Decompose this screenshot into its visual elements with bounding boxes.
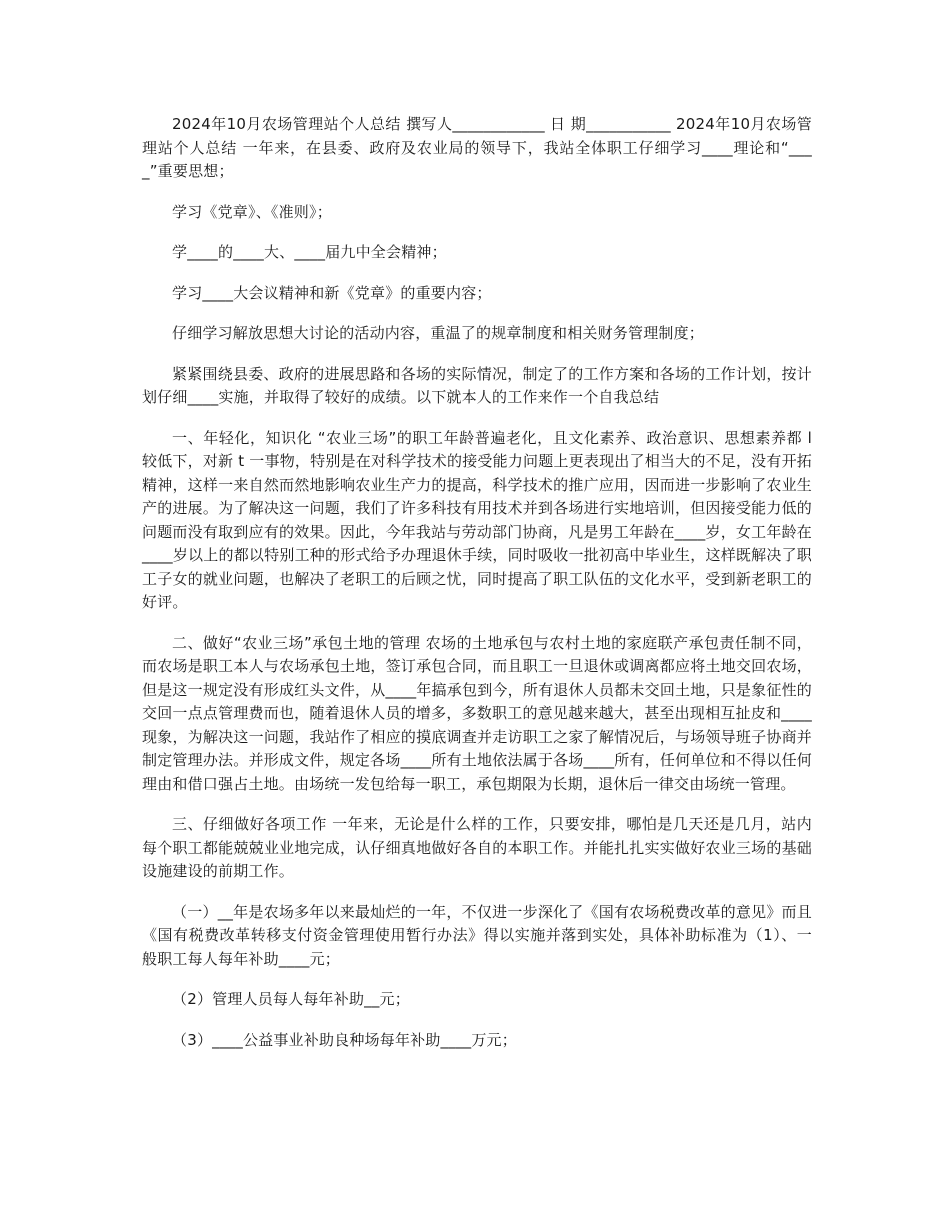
section-one-paragraph: 一、年轻化，知识化 “农业三场”的职工年龄普遍老化，且文化素养、政治意识、思想素养都 l 较低下，对新 t 一事物，特别是在对科学技术的接受能力问题上更表现出了相当大的不足，没有开拓精神，这样一来自然而然地影响农业生产力的提高，科学技术的推广应用，因而进一步影响了农业生产的进展。为了解决这一问题，我们了许多科技有用技术并到各场进行实地培训，但因接受能力低的问题而没有取到应有的效果。因此，今年我站与劳动部门协商，凡是男工年龄在____岁，女工年龄在____岁以上的都以特别工种的形式给予办理退休手续，同时吸收一批初高中毕业生，这样既解决了职工子女的就业问题，也解决了老职工的后顾之忧，同时提高了职工队伍的文化水平，受到新老职工的好评。 bbox=[142, 428, 812, 611]
study-item-paragraph: 学习《党章》、《准则》； bbox=[172, 202, 332, 221]
document-body bbox=[142, 113, 812, 1052]
subsection-one-paragraph: （一）__年是农场多年以来最灿烂的一年，不仅进一步深化了《国有农场税费改革的意见》而且《国有税费改革转移支付资金管理使用暂行办法》得以实施并落到实处，具体补助标准为（1）、一般职工每人每年补助____元； bbox=[142, 902, 812, 968]
summary-lead-paragraph: 紧紧围绕县委、政府的进展思路和各场的实际情况，制定了的工作方案和各场的工作计划，按计划仔细____实施，并取得了较好的成绩。以下就本人的工作来作一个自我总结 bbox=[142, 364, 812, 406]
study-item-paragraph: 仔细学习解放思想大讨论的活动内容，重温了的规章制度和相关财务管理制度； bbox=[172, 324, 705, 342]
section-two-paragraph: 二、做好“农业三场”承包土地的管理 农场的土地承包与农村土地的家庭联产承包责任制不同，而农场是职工本人与农场承包土地，签订承包合同，而且职工一旦退休或调离都应将土地交回农场，但是这一规定没有形成红头文件，从____年搞承包到今，所有退休人员都未交回土地，只是象征性的交回一点点管理费而也，随着退休人员的增多，多数职工的意见越来越大，甚至出现相互扯皮和____现象，为解决这一问题，我站作了相应的摸底调查并走访职工之家了解情况后，与场领导班子协商并制定管理办法。并形成文件，规定各场____所有土地依法属于各场____所有，任何单位和不得以任何理由和借口强占土地。由场统一发包给每一职工，承包期限为长期，退休后一律交由场统一管理。 bbox=[142, 633, 812, 793]
study-item-paragraph: 学习____大会议精神和新《党章》的重要内容； bbox=[172, 283, 492, 302]
header-intro-paragraph: 2024年10月农场管理站个人总结 撰写人____________ 日 期___________ 2024年10月农场管理站个人总结 一年来，在县委、政府及农业局的领导下，我站全体职工仔细学习____理论和“____”重要思想； bbox=[142, 115, 812, 180]
subsidy-item-paragraph: （3）____公益事业补助良种场每年补助____万元； bbox=[172, 1030, 517, 1049]
section-three-paragraph: 三、仔细做好各项工作 一年来，无论是什么样的工作，只要安排，哪怕是几天还是几月，站内每个职工都能兢兢业业地完成，认仔细真地做好各自的本职工作。并能扎扎实实做好农业三场的基础设施建设的前期工作。 bbox=[142, 815, 812, 880]
study-item-paragraph: 学____的____大、____届九中全会精神； bbox=[172, 243, 447, 261]
subsidy-item-paragraph: （2）管理人员每人每年补助__元； bbox=[172, 990, 410, 1008]
